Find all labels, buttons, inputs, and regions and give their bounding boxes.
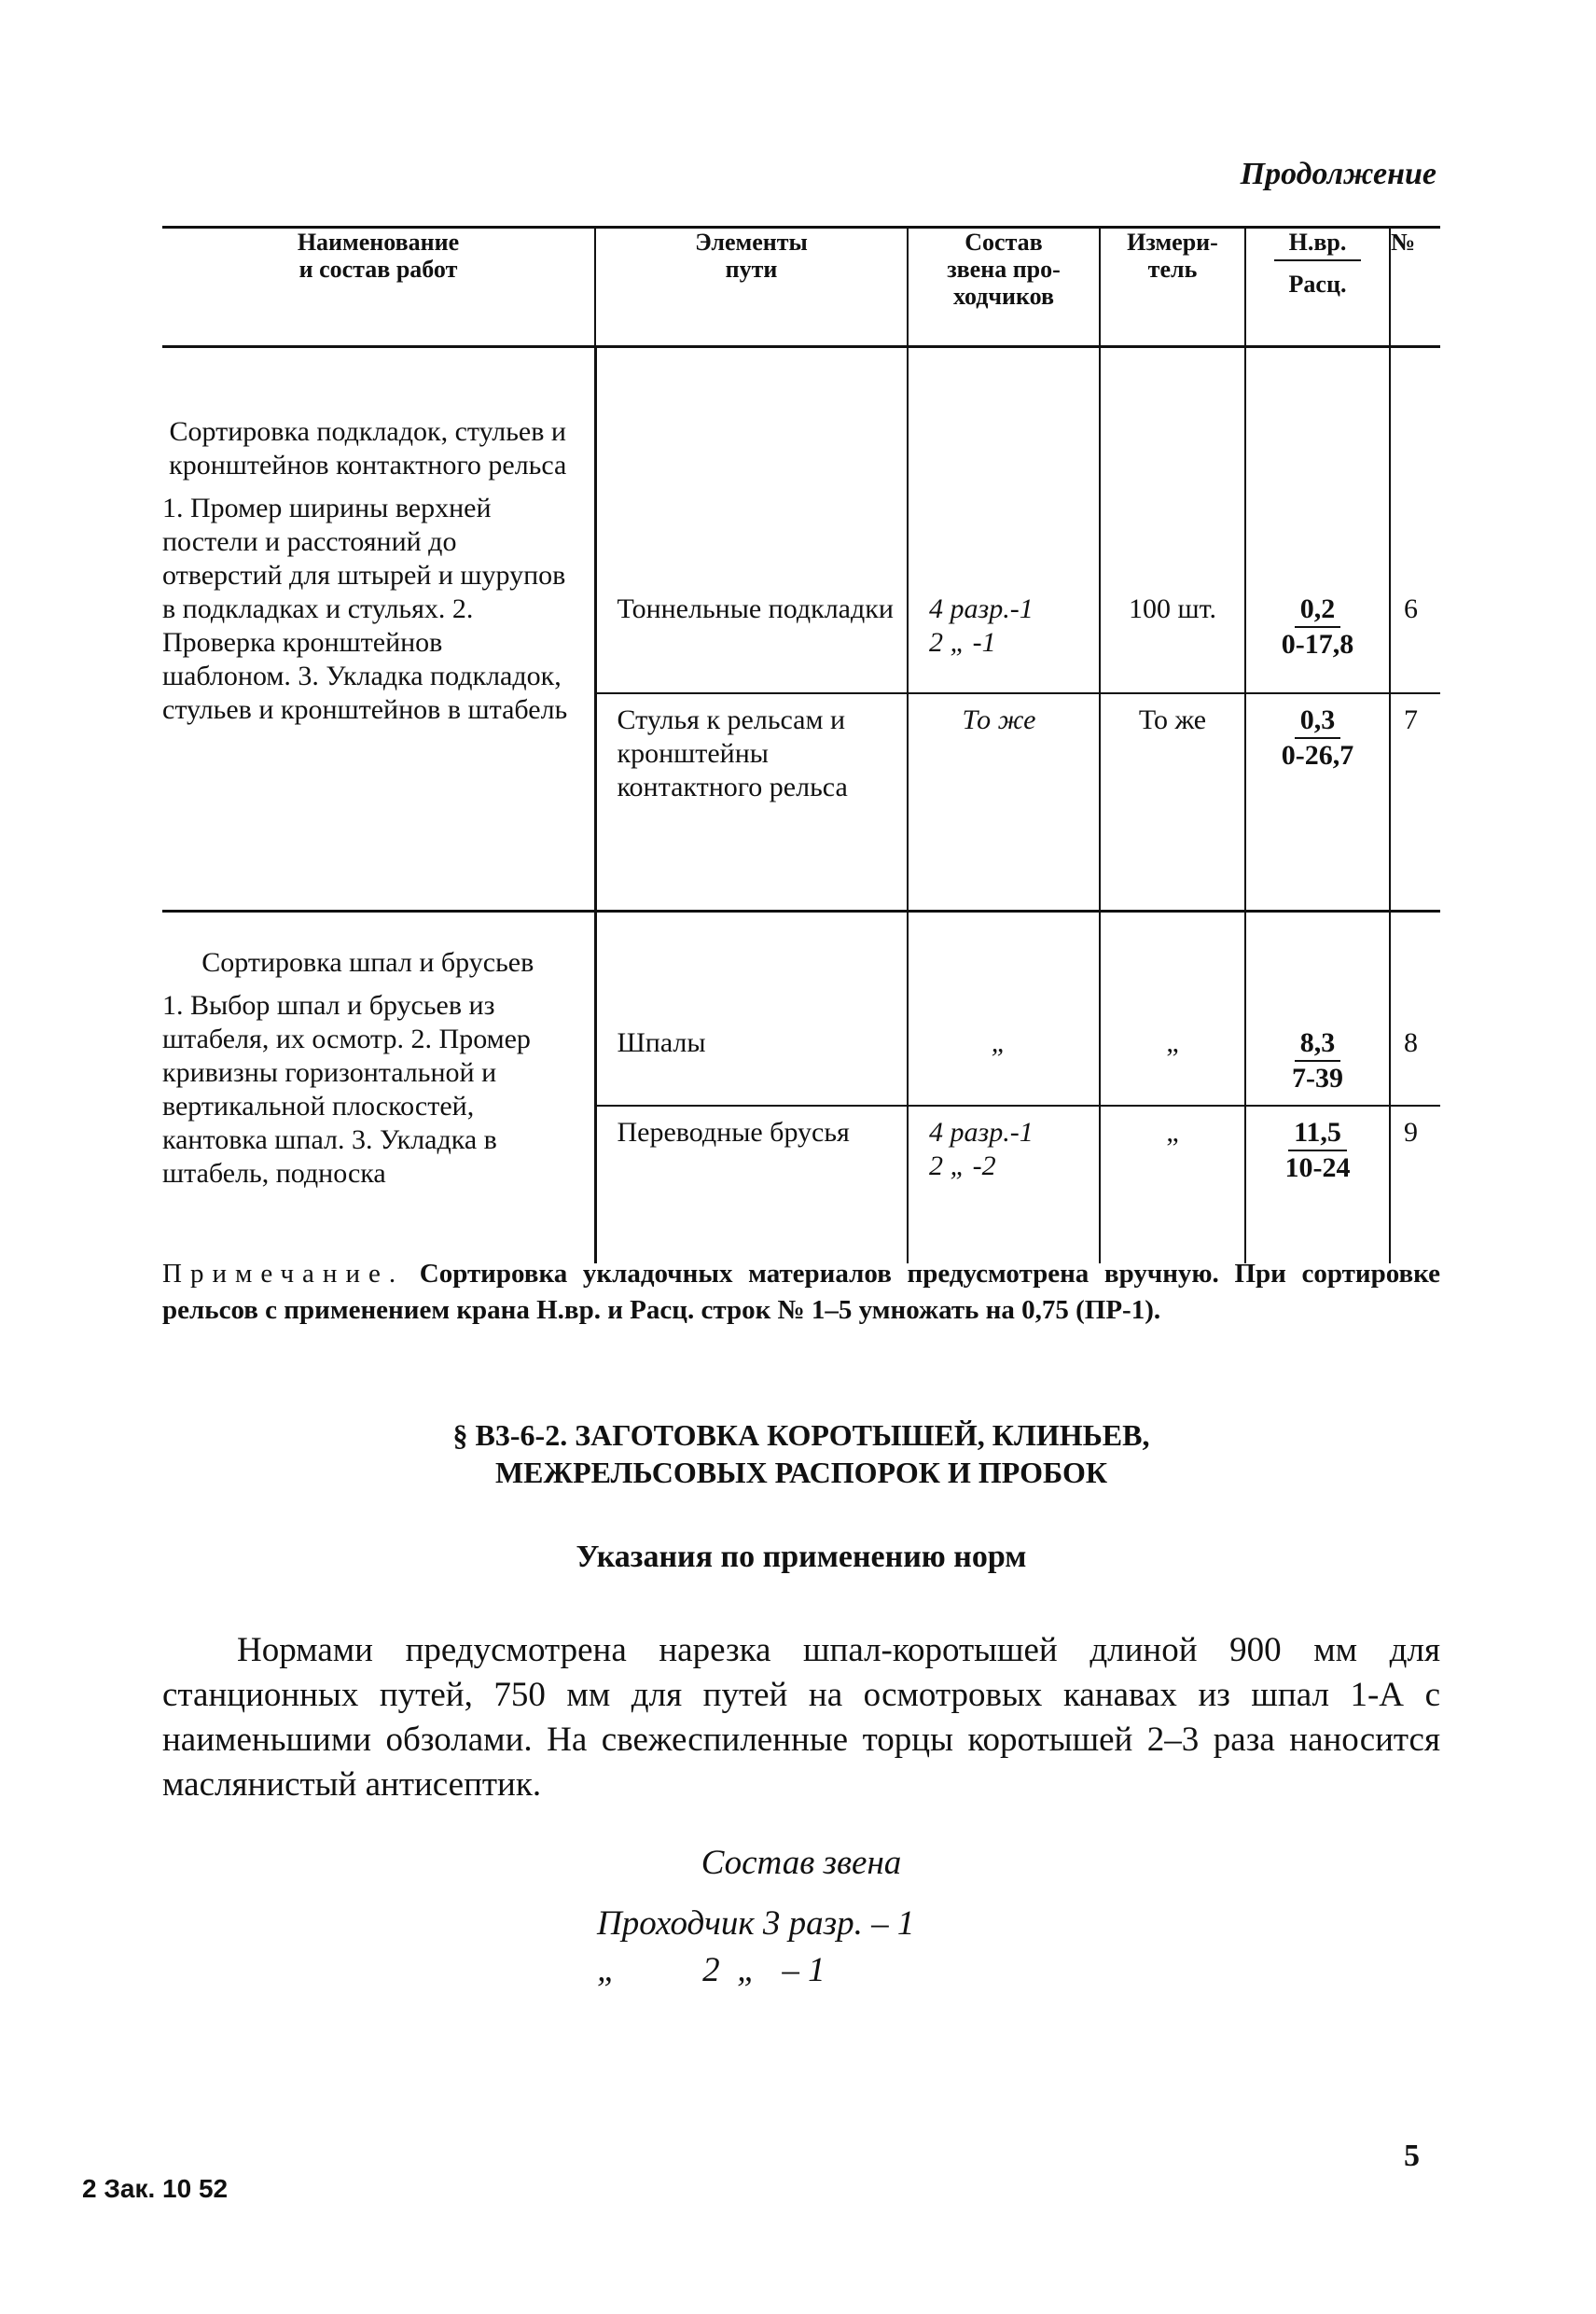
element-cell: Шпалы [595, 912, 908, 1106]
table-row [162, 912, 1440, 1106]
work-title: Сортировка подкладок, стульев и кронштейнов контактного рельса [169, 416, 567, 481]
section-subtitle: Указания по применению норм [576, 1540, 1027, 1574]
table-header-row [162, 228, 1440, 347]
unit-cell: 100 шт. [1100, 347, 1245, 694]
norm-value: 0,2 [1295, 592, 1341, 628]
rate-value: 0-26,7 [1281, 740, 1354, 772]
instructions-paragraph: Нормами предусмотрена нарезка шпал-коротышей длиной 900 мм для станционных путей, 750 мм для путей на осмотровых канавах из шпал 1-А с наименьшими обзолами. На свежеспиленные торцы коротышей 2–3 раза наносится маслянистый антисептик. [162, 1631, 1440, 1804]
rate-value: 10-24 [1284, 1151, 1351, 1183]
column-header-element: Элементы пути [595, 228, 908, 347]
rate-value: 0-17,8 [1281, 629, 1354, 660]
crew-cell: 4 разр.-1 2 „ -1 [908, 347, 1100, 694]
crew-line: Проходчик 3 разр. – 1 [597, 1904, 915, 1943]
crew-cell: „ [908, 912, 1100, 1106]
row-number: 8 [1390, 912, 1440, 1106]
work-title: Сортировка шпал и брусьев [201, 947, 534, 978]
norm-cell [1245, 912, 1390, 1106]
crew-cell: 4 разр.-1 2 „ -2 [908, 1106, 1100, 1263]
work-description-cell [162, 912, 595, 1264]
row-number: 9 [1390, 1106, 1440, 1263]
norms-table [162, 226, 1440, 1263]
order-number: 2 Зак. 10 52 [82, 2174, 229, 2203]
work-description: 1. Промер ширины верхней постели и расстояний до отверстий для штырей и шурупов в подкладках и стульях. 2. Проверка кронштейнов шаблоном. 3. Укладка подкладок, стульев и кронштейнов в штабель [162, 493, 568, 725]
norm-cell [1245, 347, 1390, 694]
norm-value: 0,3 [1295, 704, 1341, 739]
work-description: 1. Выбор шпал и брусьев из штабеля, их осмотр. 2. Промер кривизны горизонтальной и вертикальной плоскостей, кантовка шпал. 3. Укладка в штабель, подноска [162, 990, 531, 1189]
unit-cell: „ [1100, 1106, 1245, 1263]
section-title: § В3-6-2. ЗАГОТОВКА КОРОТЫШЕЙ, КЛИНЬЕВ, МЕЖРЕЛЬСОВЫХ РАСПОРОК И ПРОБОК [452, 1418, 1150, 1489]
table-note [162, 1256, 1440, 1329]
page-number: 5 [1404, 2139, 1420, 2173]
row-number: 7 [1390, 693, 1440, 911]
work-description-cell [162, 347, 595, 912]
continuation-label: Продолжение [1240, 157, 1436, 191]
unit-cell: То же [1100, 693, 1245, 911]
rate-value: 7-39 [1292, 1063, 1343, 1094]
column-header-crew: Состав звена про- ходчиков [908, 228, 1100, 347]
note-label: Примечание. [162, 1259, 405, 1289]
column-header-number: № [1390, 228, 1440, 347]
element-cell: Стулья к рельсам и кронштейны контактного рельса [595, 693, 908, 911]
norm-value: 11,5 [1288, 1116, 1347, 1151]
crew-title: Состав звена [701, 1844, 902, 1882]
unit-cell: „ [1100, 912, 1245, 1106]
norm-cell [1245, 693, 1390, 911]
element-cell: Тоннельные подкладки [595, 347, 908, 694]
column-header-unit: Измери- тель [1100, 228, 1245, 347]
norm-cell [1245, 1106, 1390, 1263]
row-number: 6 [1390, 347, 1440, 694]
element-cell: Переводные брусья [595, 1106, 908, 1263]
crew-cell: То же [908, 693, 1100, 911]
norm-value: 8,3 [1295, 1026, 1341, 1062]
note-text: Сортировка укладочных материалов предусмотрена вручную. При сортировке рельсов с применением крана Н.вр. и Расц. строк № 1–5 умножать на 0,75 (ПР-1). [162, 1259, 1441, 1325]
column-header-norm: Н.вр. Расц. [1245, 228, 1390, 347]
column-header-work: Наименование и состав работ [162, 228, 595, 347]
table-row [162, 347, 1440, 694]
crew-line: „ 2 „ – 1 [597, 1951, 826, 1989]
